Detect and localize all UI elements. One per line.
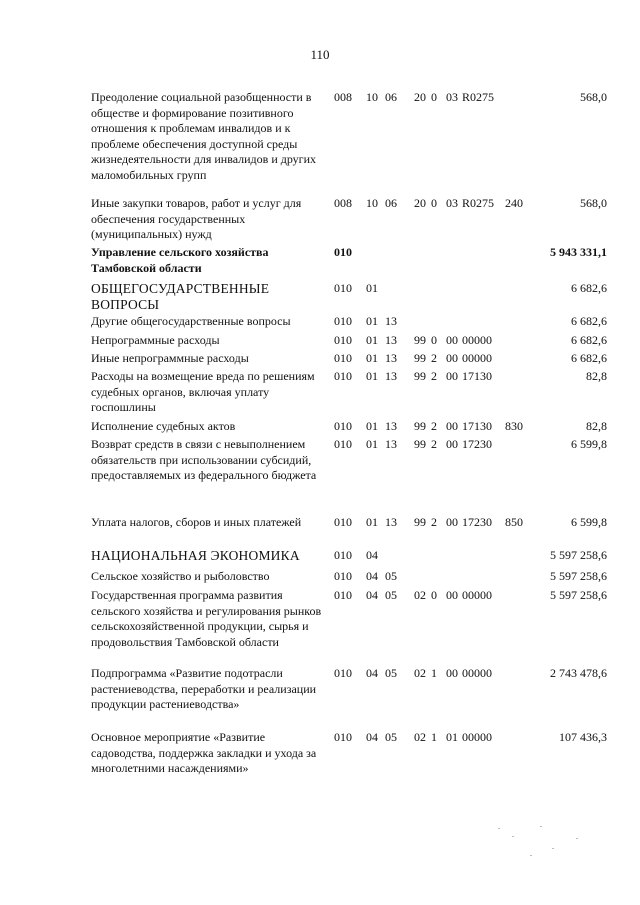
code-pr: 13 xyxy=(385,314,397,328)
code-rz: 04 xyxy=(366,548,378,562)
row-sum: 6 682,6 xyxy=(571,281,607,295)
code-rz: 01 xyxy=(366,437,378,451)
row-name: Сельское хозяйство и рыболовство xyxy=(91,569,270,583)
code-rz: 01 xyxy=(366,515,378,529)
code-rz: 01 xyxy=(366,333,378,347)
row-sum: 5 597 258,6 xyxy=(550,569,607,583)
code-subprogram: 0 xyxy=(431,588,437,602)
code-program: 02 xyxy=(414,666,426,680)
page-number: 110 xyxy=(310,47,330,62)
code-rz: 04 xyxy=(366,666,378,680)
row-name: Возврат средств в связи с невыполнением обязательств при использовании субсидий, предоставляемых из федерального бюджета xyxy=(91,437,317,482)
code-program: 99 xyxy=(414,369,426,383)
code-direction: R0275 xyxy=(462,90,495,104)
code-rz: 01 xyxy=(366,419,378,433)
code-subprogram: 2 xyxy=(431,515,437,529)
code-direction: 17130 xyxy=(462,419,492,433)
code-program: 20 xyxy=(414,90,426,104)
code-rz: 01 xyxy=(366,351,378,365)
code-subprogram: 2 xyxy=(431,437,437,451)
row-name: Основное мероприятие «Развитие садоводства, поддержка закладки и ухода за многолетними насаждениями» xyxy=(91,730,317,775)
code-activity: 03 xyxy=(446,90,458,104)
code-pr: 06 xyxy=(385,90,397,104)
code-pr: 05 xyxy=(385,730,397,744)
code-direction: 00000 xyxy=(462,351,492,365)
code-activity: 00 xyxy=(446,369,458,383)
code-program: 99 xyxy=(414,351,426,365)
code-ved: 010 xyxy=(334,437,352,451)
code-activity: 00 xyxy=(446,666,458,680)
row-name: Управление сельского хозяйства Тамбовской области xyxy=(91,245,269,275)
code-pr: 13 xyxy=(385,333,397,347)
code-activity: 00 xyxy=(446,351,458,365)
row-sum: 6 682,6 xyxy=(571,351,607,365)
code-ved: 010 xyxy=(334,548,352,562)
code-activity: 00 xyxy=(446,437,458,451)
code-direction: 00000 xyxy=(462,666,492,680)
code-ved: 010 xyxy=(334,419,352,433)
code-pr: 13 xyxy=(385,351,397,365)
row-sum: 82,8 xyxy=(586,419,607,433)
code-rz: 04 xyxy=(366,569,378,583)
row-sum: 568,0 xyxy=(580,196,607,210)
code-pr: 13 xyxy=(385,437,397,451)
row-sum: 5 597 258,6 xyxy=(550,548,607,562)
code-program: 99 xyxy=(414,515,426,529)
row-sum: 568,0 xyxy=(580,90,607,104)
row-sum: 6 599,8 xyxy=(571,437,607,451)
code-pr: 13 xyxy=(385,369,397,383)
row-sum: 5 597 258,6 xyxy=(550,588,607,602)
row-name: Иные непрограммные расходы xyxy=(91,351,249,365)
code-ved: 008 xyxy=(334,90,352,104)
row-sum: 82,8 xyxy=(586,369,607,383)
code-ved: 010 xyxy=(334,730,352,744)
code-ved: 010 xyxy=(334,588,352,602)
code-rz: 01 xyxy=(366,281,378,295)
code-subprogram: 1 xyxy=(431,666,437,680)
code-subprogram: 2 xyxy=(431,419,437,433)
code-program: 99 xyxy=(414,419,426,433)
code-ved: 010 xyxy=(334,666,352,680)
row-name: Расходы на возмещение вреда по решениям судебных органов, включая уплату госпошлины xyxy=(91,369,315,414)
row-sum: 107 436,3 xyxy=(559,730,607,744)
row-sum: 2 743 478,6 xyxy=(550,666,607,680)
code-program: 20 xyxy=(414,196,426,210)
code-rz: 04 xyxy=(366,730,378,744)
code-direction: 17230 xyxy=(462,515,492,529)
row-name: Уплата налогов, сборов и иных платежей xyxy=(91,515,302,529)
code-direction: 00000 xyxy=(462,588,492,602)
code-pr: 05 xyxy=(385,588,397,602)
code-vr: 830 xyxy=(505,419,523,433)
code-rz: 04 xyxy=(366,588,378,602)
code-pr: 13 xyxy=(385,515,397,529)
code-rz: 01 xyxy=(366,369,378,383)
row-name: Преодоление социальной разобщенности в обществе и формирование позитивного отношения к проблемам инвалидов и к проблеме обеспечения доступной среды жизнедеятельности для инвалидов и других маломобильных групп xyxy=(91,90,317,182)
code-activity: 01 xyxy=(446,730,458,744)
row-sum: 6 682,6 xyxy=(571,314,607,328)
code-pr: 06 xyxy=(385,196,397,210)
code-ved: 010 xyxy=(334,333,352,347)
code-subprogram: 0 xyxy=(431,333,437,347)
row-sum: 6 599,8 xyxy=(571,515,607,529)
code-rz: 01 xyxy=(366,314,378,328)
code-ved: 010 xyxy=(334,314,352,328)
code-subprogram: 0 xyxy=(431,90,437,104)
code-direction: R0275 xyxy=(462,196,495,210)
code-ved: 010 xyxy=(334,281,352,295)
code-program: 99 xyxy=(414,437,426,451)
code-subprogram: 1 xyxy=(431,730,437,744)
code-program: 99 xyxy=(414,333,426,347)
code-program: 02 xyxy=(414,730,426,744)
code-direction: 00000 xyxy=(462,333,492,347)
row-name: Другие общегосударственные вопросы xyxy=(91,314,291,328)
code-program: 02 xyxy=(414,588,426,602)
code-activity: 03 xyxy=(446,196,458,210)
code-pr: 05 xyxy=(385,666,397,680)
code-ved: 010 xyxy=(334,351,352,365)
code-ved: 008 xyxy=(334,196,352,210)
row-sum: 5 943 331,1 xyxy=(550,245,607,259)
row-name: Государственная программа развития сельского хозяйства и регулирования рынков сельскохозяйственной продукции, сырья и продовольствия Тамбовской области xyxy=(91,588,322,649)
code-vr: 850 xyxy=(505,515,523,529)
code-activity: 00 xyxy=(446,588,458,602)
row-name: Непрограммные расходы xyxy=(91,333,220,347)
row-sum: 6 682,6 xyxy=(571,333,607,347)
code-subprogram: 0 xyxy=(431,196,437,210)
code-pr: 13 xyxy=(385,419,397,433)
row-name: Подпрограмма «Развитие подотрасли растениеводства, переработки и реализации продукции растениеводства» xyxy=(91,666,317,711)
code-subprogram: 2 xyxy=(431,369,437,383)
code-pr: 05 xyxy=(385,569,397,583)
code-activity: 00 xyxy=(446,515,458,529)
code-ved: 010 xyxy=(334,515,352,529)
code-direction: 17230 xyxy=(462,437,492,451)
code-direction: 17130 xyxy=(462,369,492,383)
row-name: ОБЩЕГОСУДАРСТВЕННЫЕ ВОПРОСЫ xyxy=(91,281,270,312)
code-activity: 00 xyxy=(446,419,458,433)
row-name: Иные закупки товаров, работ и услуг для обеспечения государственных (муниципальных) нужд xyxy=(91,196,302,241)
row-name: НАЦИОНАЛЬНАЯ ЭКОНОМИКА xyxy=(91,548,300,563)
code-ved: 010 xyxy=(334,569,352,583)
code-ved: 010 xyxy=(334,369,352,383)
code-direction: 00000 xyxy=(462,730,492,744)
row-name: Исполнение судебных актов xyxy=(91,419,236,433)
code-activity: 00 xyxy=(446,333,458,347)
code-ved: 010 xyxy=(334,245,352,259)
code-vr: 240 xyxy=(505,196,523,210)
code-rz: 10 xyxy=(366,196,378,210)
code-rz: 10 xyxy=(366,90,378,104)
code-subprogram: 2 xyxy=(431,351,437,365)
